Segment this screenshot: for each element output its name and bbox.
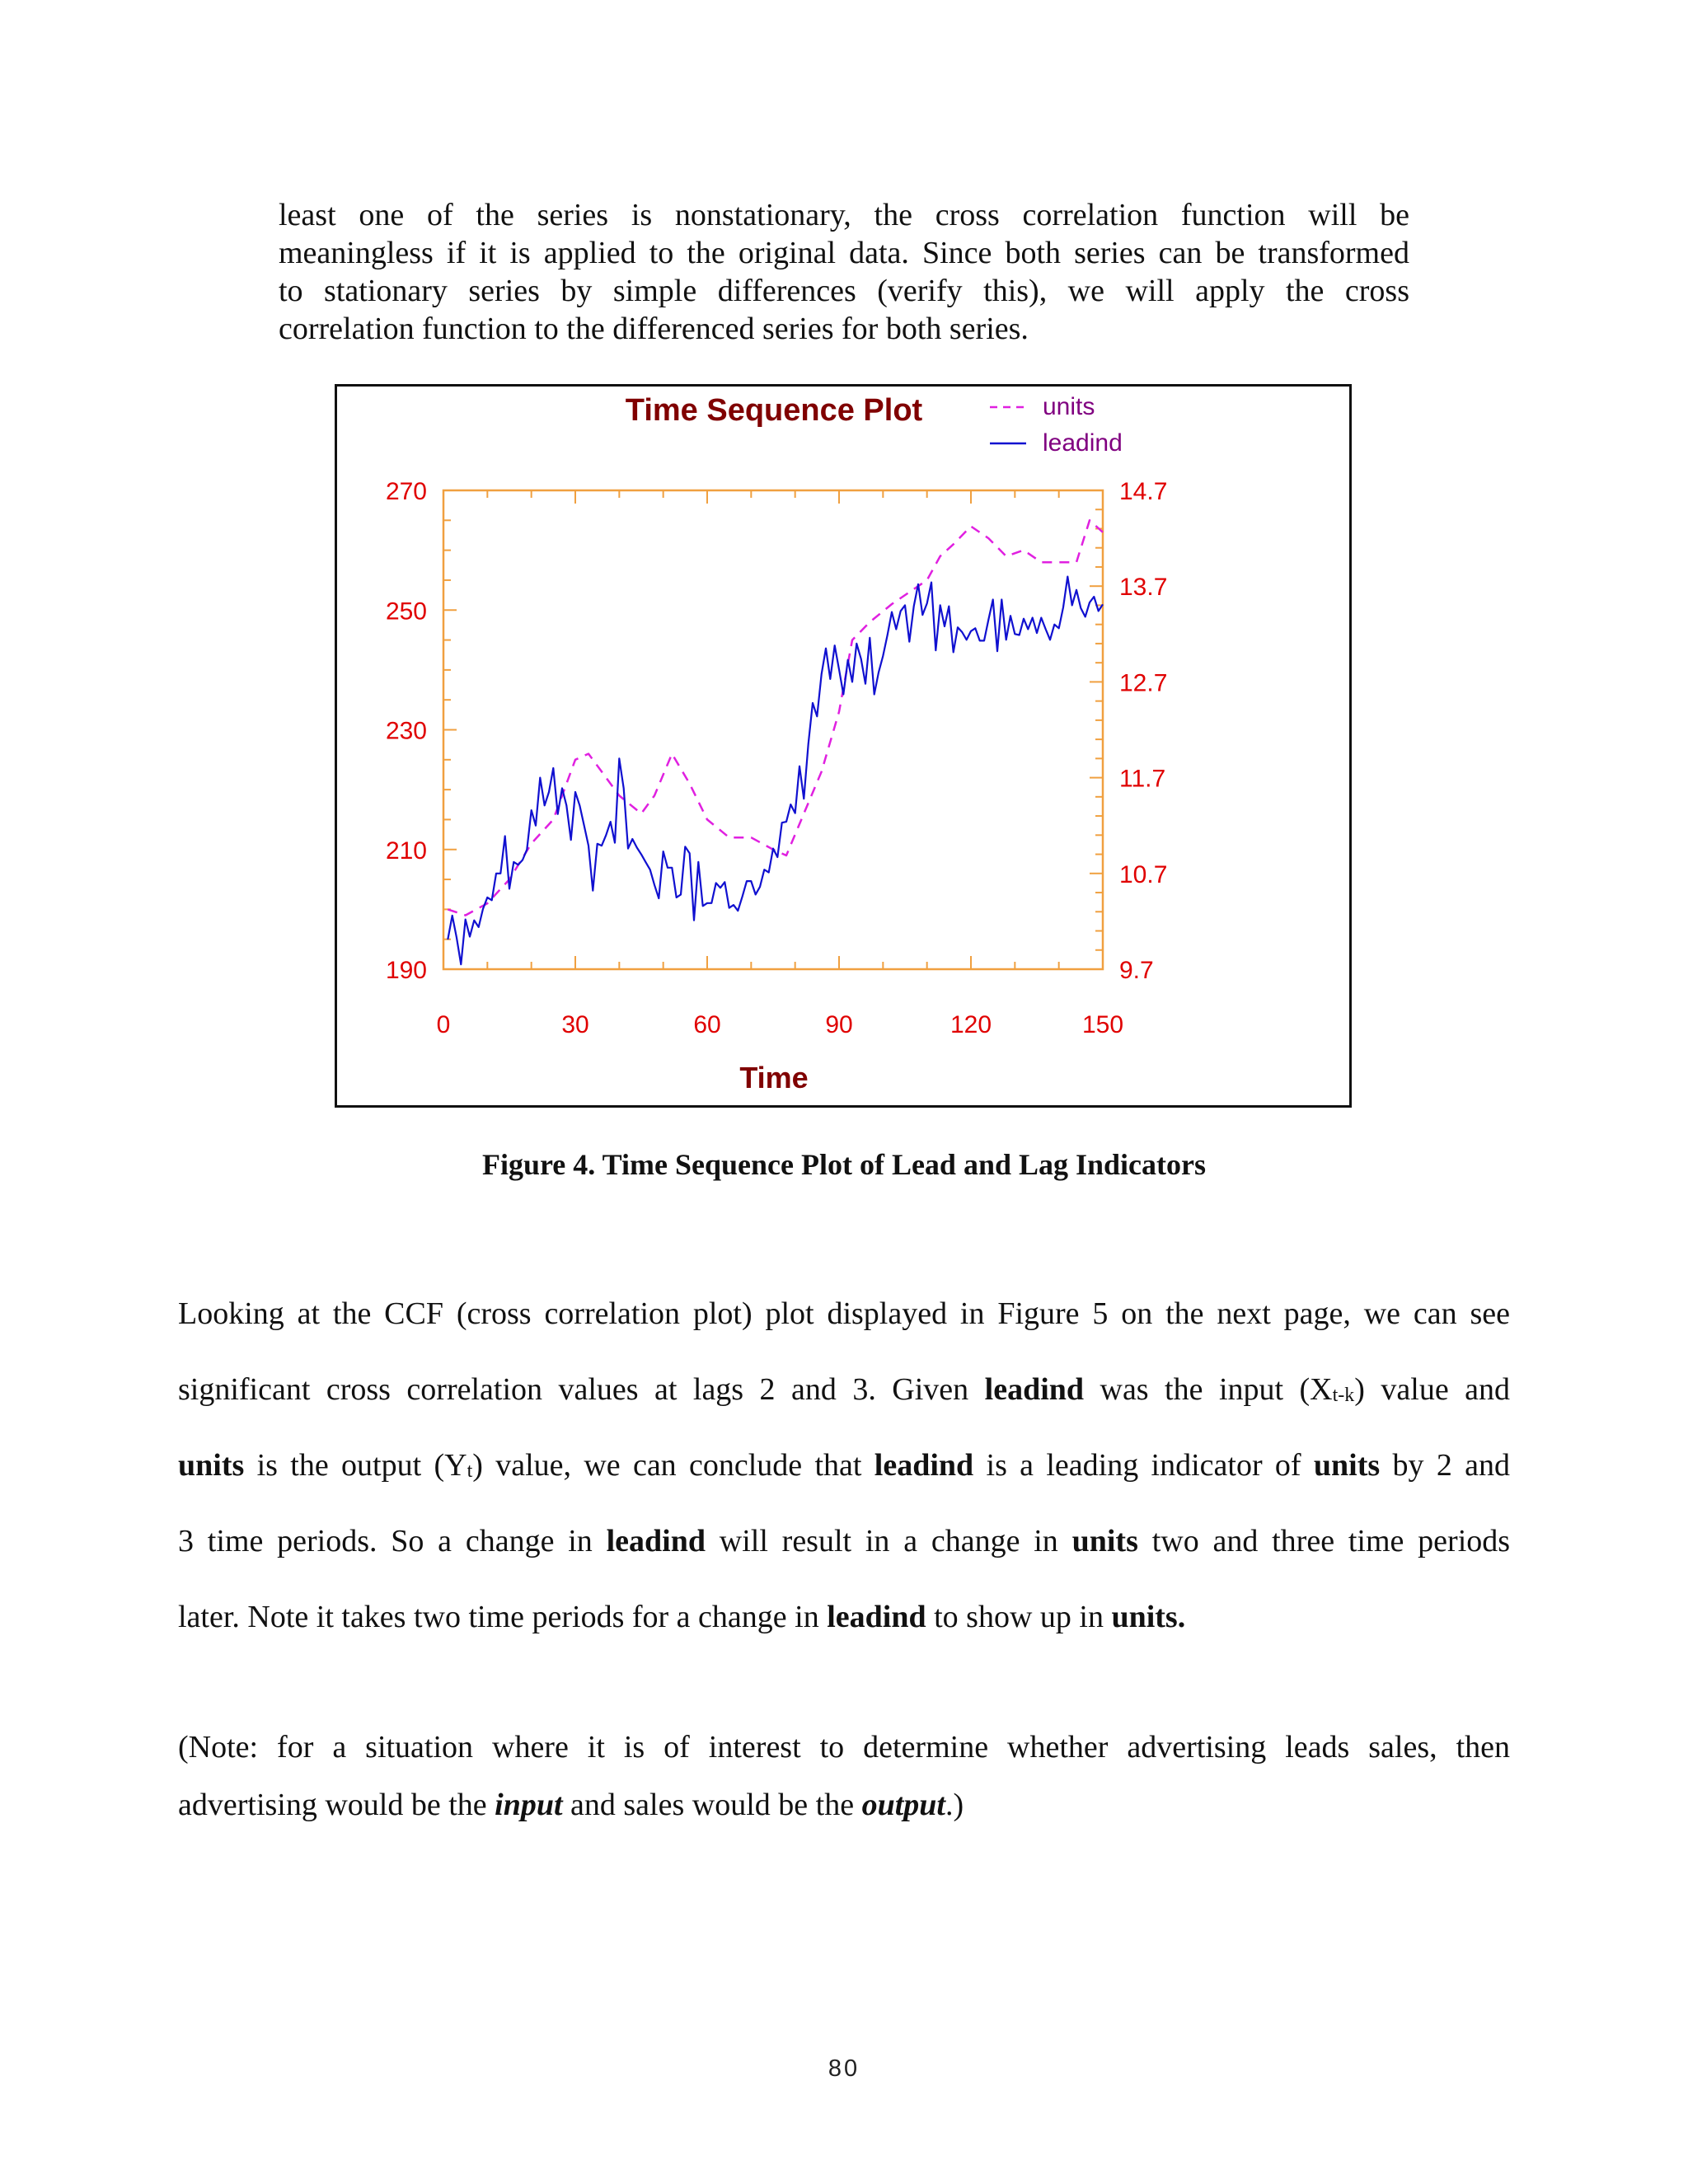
intro-line-1: least one of the series is nonstationary, the cross correlation function will be xyxy=(279,198,1409,232)
ccf-text: ) value and xyxy=(1354,1372,1511,1407)
intro-line-2: meaningless if it is applied to the original data. Since both series can be transformed xyxy=(279,236,1409,270)
note-line-2 xyxy=(178,1782,1510,1840)
ccf-text: Looking at the CCF (cross correlation plot) plot displayed in Figure 5 on the next page, we can see xyxy=(178,1296,1510,1331)
chart-title: Time Sequence Plot xyxy=(625,393,923,428)
x-axis-label: Time xyxy=(739,1061,809,1094)
subscript: t xyxy=(467,1460,473,1482)
term-leadind: leadind xyxy=(827,1600,926,1634)
right-tick-label: 9.7 xyxy=(1119,957,1154,984)
note-text: .) xyxy=(945,1788,964,1822)
ccf-text: two and three time periods xyxy=(1151,1524,1511,1558)
term-leadind: leadind xyxy=(984,1372,1085,1407)
left-tick-label: 210 xyxy=(385,837,427,865)
note-paragraph xyxy=(178,1724,1510,1840)
figure-caption: Figure 4. Time Sequence Plot of Lead and Lag Indicators xyxy=(481,1148,1207,1181)
x-tick-label: 90 xyxy=(825,1011,853,1038)
ccf-text: was the input (X xyxy=(1100,1372,1333,1407)
ccf-text: is the output (Y xyxy=(256,1448,467,1483)
intro-paragraph xyxy=(279,196,1409,348)
series-units-line xyxy=(448,520,1103,915)
term-units: units xyxy=(178,1448,245,1483)
intro-line-4: correlation function to the differenced series for both series. xyxy=(279,312,1029,346)
page-number: 80 xyxy=(828,2055,860,2082)
legend-units-label: units xyxy=(1043,393,1095,420)
ccf-line-1 xyxy=(178,1291,1510,1366)
x-tick-label: 0 xyxy=(436,1011,451,1038)
ccf-text: 3 time periods. So a change in xyxy=(178,1524,593,1558)
left-tick-label: 190 xyxy=(385,957,427,984)
left-tick-label: 250 xyxy=(385,598,427,626)
term-leadind: leadind xyxy=(874,1448,974,1483)
ccf-line-5 xyxy=(178,1594,1510,1670)
x-tick-label: 120 xyxy=(950,1011,992,1038)
note-text: advertising would be the xyxy=(178,1788,487,1822)
ccf-text: by 2 and xyxy=(1392,1448,1511,1483)
x-tick-label: 150 xyxy=(1081,1011,1124,1038)
right-tick-label: 14.7 xyxy=(1119,478,1168,505)
ccf-text: significant cross correlation values at lags 2 and 3. Given xyxy=(178,1372,969,1407)
ccf-paragraph xyxy=(178,1291,1510,1670)
ccf-text: ) value, we can conclude that xyxy=(472,1448,862,1483)
ccf-line-2 xyxy=(178,1366,1510,1442)
note-text: (Note: for a situation where it is of interest to determine whether advertising leads sales, then xyxy=(178,1730,1510,1765)
note-text: and sales would be the xyxy=(570,1788,855,1822)
right-tick-label: 13.7 xyxy=(1119,574,1168,602)
chart-legend xyxy=(990,393,1123,457)
time-sequence-chart xyxy=(335,384,1352,1108)
ccf-line-4 xyxy=(178,1518,1510,1594)
right-tick-label: 12.7 xyxy=(1119,669,1168,697)
term-units: units xyxy=(1313,1448,1381,1483)
term-input: input xyxy=(495,1788,563,1822)
term-leadind: leadind xyxy=(606,1524,706,1558)
note-line-1 xyxy=(178,1724,1510,1782)
ccf-text: will result in a change in xyxy=(719,1524,1058,1558)
term-output: output xyxy=(861,1788,945,1822)
ccf-line-3 xyxy=(178,1442,1510,1518)
legend-leadind-label: leadind xyxy=(1043,429,1123,457)
ccf-text: later. Note it takes two time periods for a change in xyxy=(178,1600,819,1634)
ccf-text: to show up in xyxy=(934,1600,1104,1634)
term-units: units. xyxy=(1111,1600,1186,1634)
chart-canvas xyxy=(337,387,1349,1105)
series-leadind-line xyxy=(448,577,1103,965)
plot-area-border xyxy=(443,490,1103,969)
x-tick-label: 30 xyxy=(561,1011,589,1038)
subscript: t-k xyxy=(1332,1385,1355,1406)
x-tick-label: 60 xyxy=(693,1011,721,1038)
left-tick-label: 230 xyxy=(385,717,427,745)
right-tick-label: 10.7 xyxy=(1119,860,1168,888)
right-tick-label: 11.7 xyxy=(1119,765,1166,793)
ccf-text: is a leading indicator of xyxy=(986,1448,1301,1483)
term-units: units xyxy=(1071,1524,1138,1558)
left-tick-label: 270 xyxy=(385,478,427,505)
intro-line-3: to stationary series by simple differences (verify this), we will apply the cross xyxy=(279,274,1409,308)
